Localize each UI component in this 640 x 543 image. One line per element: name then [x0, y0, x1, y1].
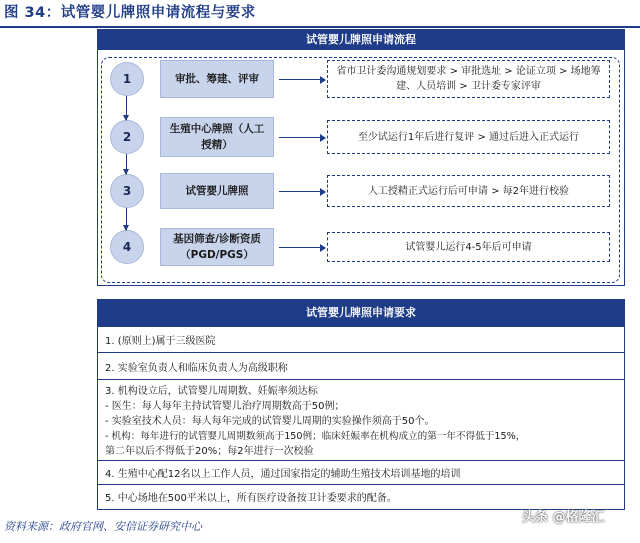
figure-title: 图 34：试管婴儿牌照申请流程与要求 [4, 5, 256, 21]
step-4-circle: 4 [110, 230, 144, 264]
step-4-box [160, 228, 274, 266]
requirement-row-5 [98, 484, 624, 508]
requirement-row-2 [98, 352, 624, 379]
step-1-requirement-box [327, 60, 610, 98]
right-arrow-4 [279, 247, 325, 248]
right-arrow-2 [279, 137, 325, 138]
step-1-requirement: 省市卫计委沟通规划要求 > 审批选址 > 论证立项 > 场地筹建、人员培训 > 卫计委专家评审 [336, 66, 601, 92]
requirement-3-line: - 机构：每年进行的试管婴儿周期数须高于150例；临床妊娠率在机构成立的第一年不得低于15%， [105, 431, 526, 442]
step-1-label: 审批、筹建、评审 [175, 73, 259, 85]
requirement-1-text: 1. (原则上)属于三级医院 [105, 336, 216, 347]
step-3-circle: 3 [110, 174, 144, 208]
step-4-label: 基因筛查/诊断资质（PGD/PGS） [173, 233, 261, 261]
right-arrow-3 [279, 191, 325, 192]
step-2-box [160, 117, 274, 157]
requirement-3-line: - 实验室技术人员：每人每年完成的试管婴儿周期的实验操作须高于50个。 [105, 416, 435, 427]
requirements-panel [97, 299, 625, 510]
step-1-box [160, 60, 274, 98]
step-3-requirement-box [327, 175, 610, 207]
flow-panel-header: 试管婴儿牌照申请流程 [98, 30, 624, 50]
requirement-3-line: 3. 机构设立后，试管婴儿周期数、妊娠率须达标 [105, 386, 318, 397]
title-rule [0, 26, 640, 28]
requirement-5-text: 5. 中心场地在500平米以上，所有医疗设备按卫计委要求的配备。 [105, 493, 397, 504]
requirement-4-text: 4. 生殖中心配12名以上工作人员，通过国家指定的辅助生殖技术培训基地的培训 [105, 469, 461, 480]
watermark: 头条 @格隆汇 [522, 510, 605, 525]
step-1-circle: 1 [110, 62, 144, 96]
step-3-box [160, 173, 274, 209]
requirement-3-line: - 医生：每人每年主持试管婴儿治疗周期数高于50例； [105, 401, 345, 412]
down-arrow-2 [126, 154, 127, 174]
step-2-requirement: 至少试运行1年后进行复评 > 通过后进入正式运行 [357, 131, 580, 143]
right-arrow-1 [279, 79, 325, 80]
requirement-3-line: 第二年以后不得低于20%；每2年进行一次校验 [105, 446, 314, 457]
requirement-2-text: 2. 实验室负责人和临床负责人为高级职称 [105, 362, 288, 374]
step-2-circle: 2 [110, 120, 144, 154]
step-4-requirement-box [327, 232, 610, 262]
step-4-requirement: 试管婴儿运行4-5年后可申请 [405, 241, 532, 253]
down-arrow-3 [126, 208, 127, 230]
requirement-row-3 [98, 379, 624, 460]
requirement-row-4 [98, 460, 624, 484]
step-2-requirement-box [327, 120, 610, 154]
step-2-label: 生殖中心牌照（人工授精） [169, 123, 265, 151]
step-3-requirement: 人工授精正式运行后可申请 > 每2年进行校验 [367, 185, 570, 197]
step-3-label: 试管婴儿牌照 [185, 185, 249, 197]
source-note: 资料来源：政府官网、安信证券研究中心 [4, 520, 202, 533]
down-arrow-1 [126, 96, 127, 120]
requirements-panel-header: 试管婴儿牌照申请要求 [98, 300, 624, 326]
requirement-row-1 [98, 326, 624, 352]
